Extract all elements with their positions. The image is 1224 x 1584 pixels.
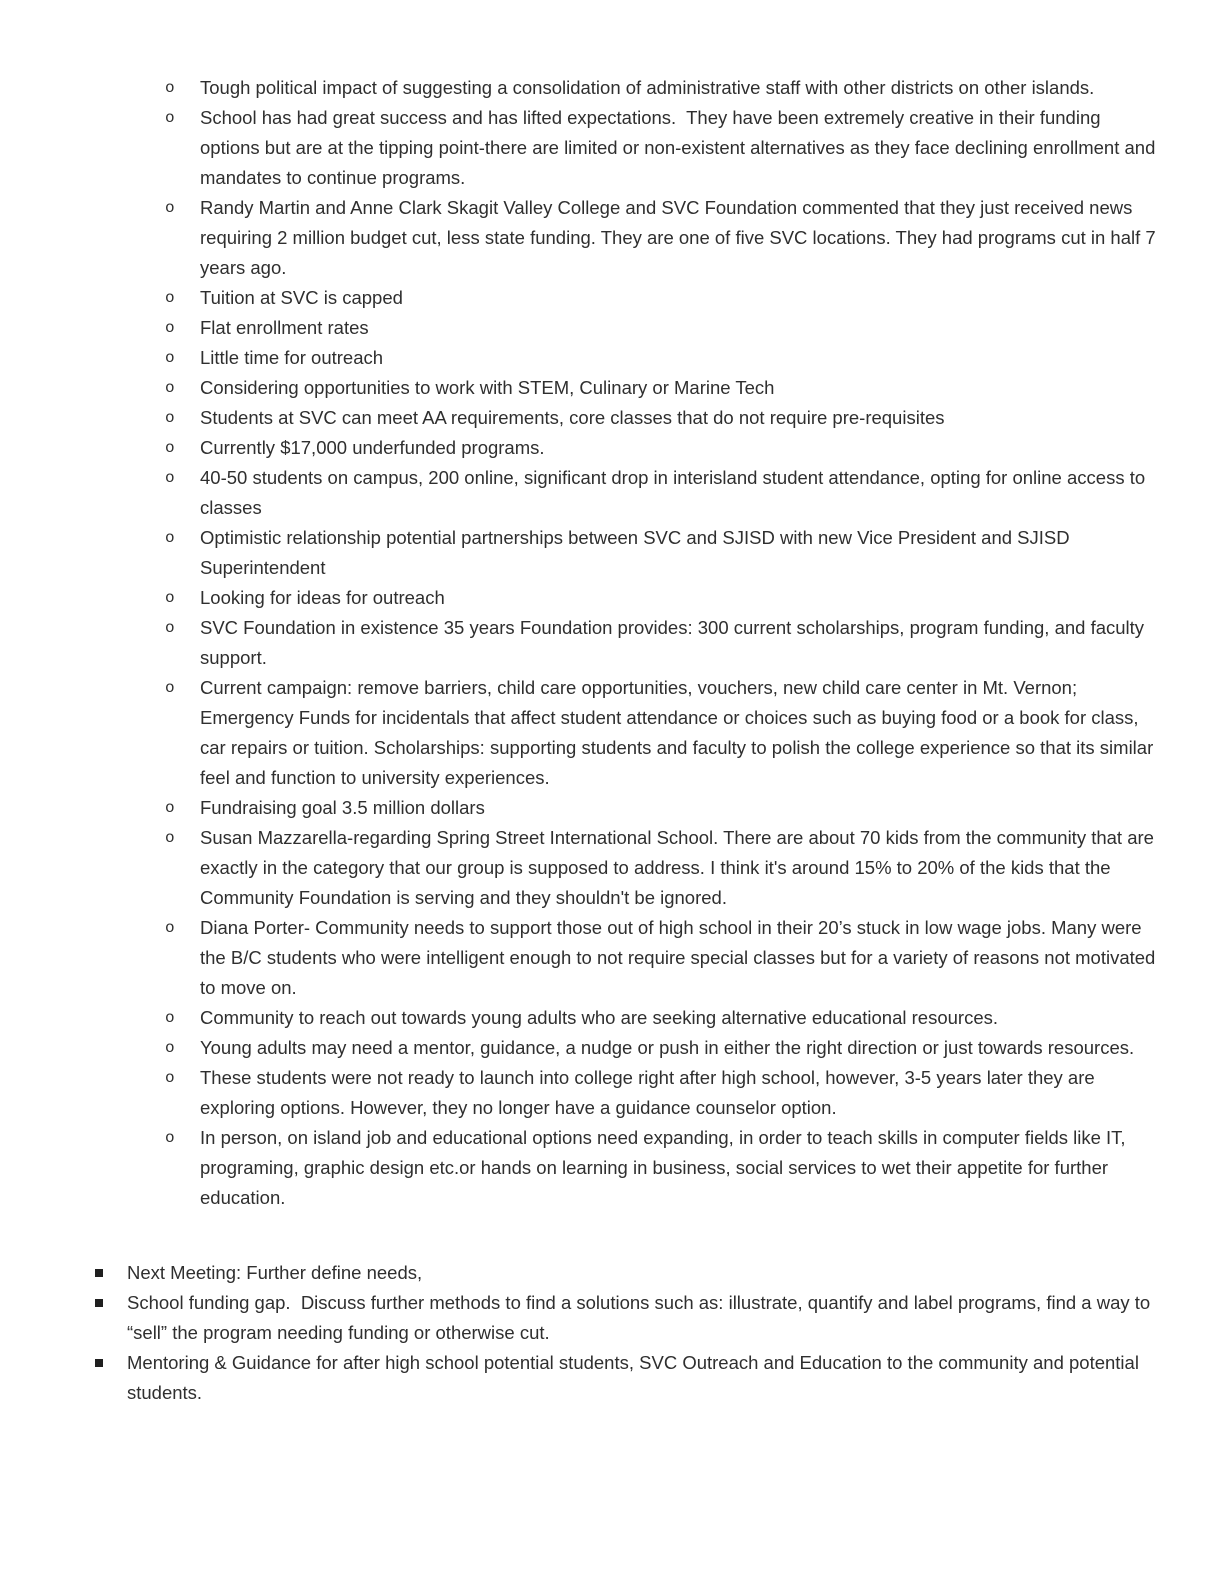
list-item [165,793,1160,823]
list-item [165,913,1160,1003]
circle-bullet-icon: o [165,319,175,337]
list-item [165,343,1160,373]
sub-bullet-list [165,73,1160,1213]
list-item [93,1288,1156,1348]
list-item [165,73,1160,103]
circle-bullet-icon: o [165,529,175,547]
main-bullet-list [93,1258,1156,1408]
circle-bullet-icon: o [165,919,175,937]
list-item-text: Diana Porter- Community needs to support those out of high school in their 20’s stuck in low wage jobs. Many were the B/C students who were intelligent enough to not require special classes but for a variety of reasons not motivated to move on. [200,917,1161,998]
list-item-text: Flat enrollment rates [200,317,369,338]
circle-bullet-icon: o [165,799,175,817]
list-item-text: School has had great success and has lifted expectations. They have been extremely creative in their funding options but are at the tipping point-there are limited or non-existent alternatives as they face declining enrollment and mandates to continue programs. [200,107,1161,188]
list-item [165,403,1160,433]
list-item-text: SVC Foundation in existence 35 years Foundation provides: 300 current scholarships, program funding, and faculty support. [200,617,1150,668]
list-item-text: Looking for ideas for outreach [200,587,445,608]
circle-bullet-icon: o [165,1069,175,1087]
circle-bullet-icon: o [165,1039,175,1057]
list-item [165,1063,1160,1123]
list-item [165,523,1160,583]
list-item [165,103,1160,193]
list-item-text: In person, on island job and educational options need expanding, in order to teach skills in computer fields like IT, programing, graphic design etc.or hands on learning in business, social services to wet their appetite for further education. [200,1127,1131,1208]
list-item-text: Current campaign: remove barriers, child care opportunities, vouchers, new child care center in Mt. Vernon; Emergency Funds for incidentals that affect student attendance or choices such as buying food or a book for class, car repairs or tuition. Scholarships: supporting students and faculty to polish the college experience so that its similar feel and function to university experiences. [200,677,1159,788]
list-item [165,373,1160,403]
list-item [165,463,1160,523]
circle-bullet-icon: o [165,829,175,847]
list-item-text: 40-50 students on campus, 200 online, significant drop in interisland student attendance, opting for online access to classes [200,467,1151,518]
list-item-text: Currently $17,000 underfunded programs. [200,437,545,458]
circle-bullet-icon: o [165,289,175,307]
list-item-text: These students were not ready to launch into college right after high school, however, 3-5 years later they are exploring options. However, they no longer have a guidance counselor option. [200,1067,1100,1118]
circle-bullet-icon: o [165,109,175,127]
list-item-text: Students at SVC can meet AA requirements, core classes that do not require pre-requisites [200,407,945,428]
list-item [165,673,1160,793]
list-item-text: Young adults may need a mentor, guidance, a nudge or push in either the right direction or just towards resources. [200,1037,1135,1058]
circle-bullet-icon: o [165,589,175,607]
list-item-text: School funding gap. Discuss further methods to find a solutions such as: illustrate, quantify and label programs, find a way to “sell” the program needing funding or otherwise cut. [127,1292,1156,1343]
circle-bullet-icon: o [165,1009,175,1027]
list-item-text: Considering opportunities to work with STEM, Culinary or Marine Tech [200,377,775,398]
circle-bullet-icon: o [165,439,175,457]
list-item [165,823,1160,913]
square-bullet-icon [95,1269,103,1277]
circle-bullet-icon: o [165,79,175,97]
circle-bullet-icon: o [165,1129,175,1147]
circle-bullet-icon: o [165,199,175,217]
circle-bullet-icon: o [165,349,175,367]
list-item [93,1348,1156,1408]
list-item [165,613,1160,673]
list-item-text: Little time for outreach [200,347,384,368]
circle-bullet-icon: o [165,679,175,697]
list-item-text: Optimistic relationship potential partnerships between SVC and SJISD with new Vice President and SJISD Superintendent [200,527,1075,578]
list-item [165,433,1160,463]
square-bullet-icon [95,1299,103,1307]
list-item [165,583,1160,613]
list-item-text: Next Meeting: Further define needs, [127,1262,423,1283]
list-item [165,1033,1160,1063]
list-item [165,193,1160,283]
list-item [165,283,1160,313]
circle-bullet-icon: o [165,619,175,637]
circle-bullet-icon: o [165,469,175,487]
list-item-text: Mentoring & Guidance for after high school potential students, SVC Outreach and Education to the community and potential students. [127,1352,1145,1403]
list-item [165,1123,1160,1213]
circle-bullet-icon: o [165,379,175,397]
list-item [93,1258,1156,1288]
list-item-text: Susan Mazzarella-regarding Spring Street International School. There are about 70 kids from the community that are exactly in the category that our group is supposed to address. I think it's around 15% to 20% of the kids that the Community Foundation is serving and they shouldn't be ignored. [200,827,1160,908]
circle-bullet-icon: o [165,409,175,427]
list-item-text: Fundraising goal 3.5 million dollars [200,797,485,818]
list-item-text: Tough political impact of suggesting a consolidation of administrative staff with other districts on other islands. [200,77,1095,98]
list-item-text: Tuition at SVC is capped [200,287,403,308]
list-item-text: Community to reach out towards young adults who are seeking alternative educational resources. [200,1007,998,1028]
list-item [165,313,1160,343]
list-item-text: Randy Martin and Anne Clark Skagit Valley College and SVC Foundation commented that they just received news requiring 2 million budget cut, less state funding. They are one of five SVC locations. They had programs cut in half 7 years ago. [200,197,1161,278]
square-bullet-icon [95,1359,103,1367]
list-item [165,1003,1160,1033]
